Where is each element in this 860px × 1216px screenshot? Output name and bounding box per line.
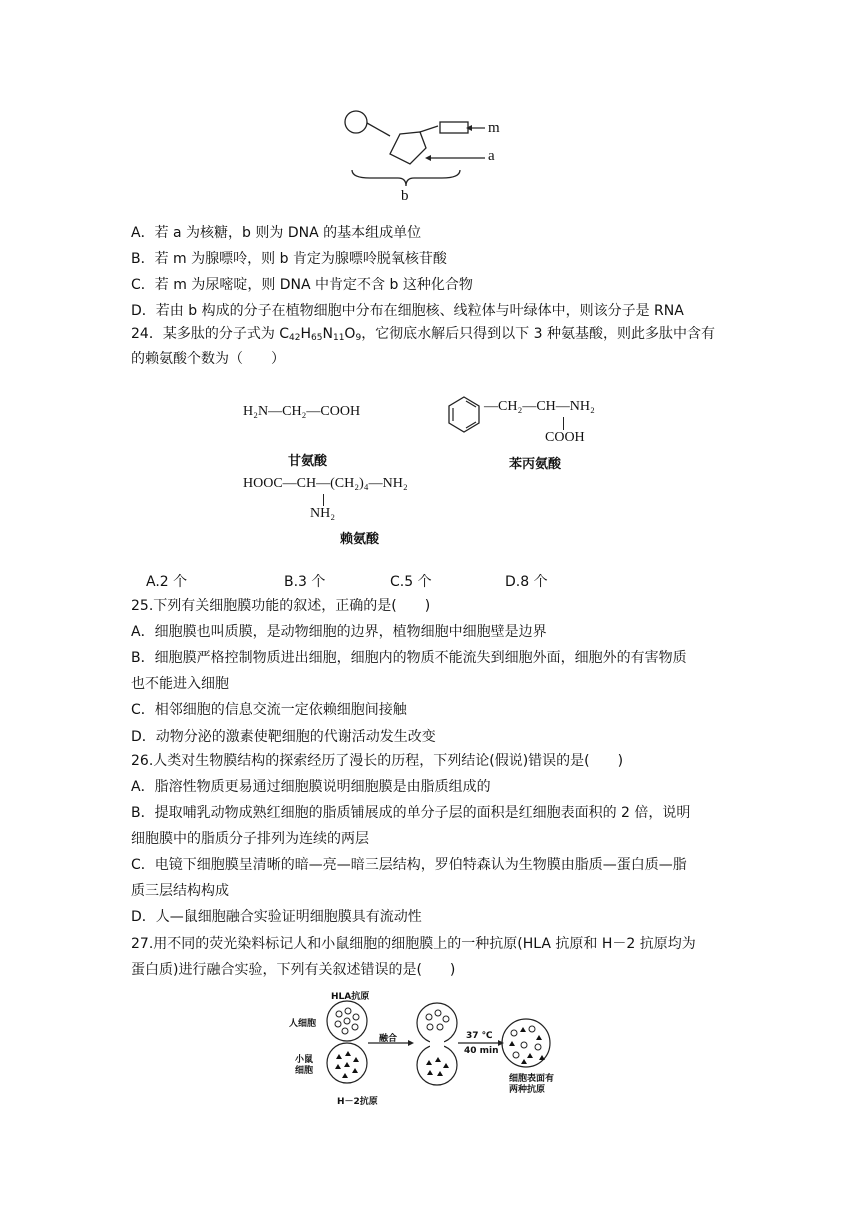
q25-option-b: B．细胞膜严格控制物质进出细胞，细胞内的物质不能流失到细胞外面，细胞外的有害物质 [131, 650, 687, 666]
hla-label: HLA抗原 [331, 992, 370, 1002]
h2-label: H－2抗原 [337, 1097, 378, 1107]
phenylalanine-formula: —CH₂—CH—NH₂ [484, 399, 595, 414]
temperature-label: 37 ℃ [466, 1031, 493, 1041]
q23-option-c: C．若 m 为尿嘧啶，则 DNA 中肯定不含 b 这种化合物 [131, 277, 473, 293]
q23-option-a: A．若 a 为核糖，b 则为 DNA 的基本组成单位 [131, 225, 422, 241]
lysine-formula: HOOC—CH—(CH₂)₄—NH₂ [243, 476, 408, 491]
q25-stem: 25.下列有关细胞膜功能的叙述，正确的是( ) [131, 598, 431, 614]
q27-stem-line2: 蛋白质)进行融合实验，下列有关叙述错误的是( ) [131, 962, 456, 978]
phosphate-circle [345, 111, 367, 133]
q26-option-c-cont: 质三层结构构成 [131, 883, 229, 899]
lys-vertical-bond [323, 494, 324, 506]
q24-option-c: C.5 个 [390, 574, 432, 590]
phe-vertical-bond [563, 417, 564, 430]
pentose-ring [390, 132, 426, 164]
mouse-cell-label-1: 小鼠 [295, 1055, 314, 1065]
q24-option-a: A.2 个 [146, 574, 188, 590]
brace [352, 170, 460, 186]
phenylalanine-cooh: COOH [545, 430, 585, 445]
q26-option-b: B．提取哺乳动物成熟红细胞的脂质铺展成的单分子层的面积是红细胞表面积的 2 倍，说明 [131, 805, 691, 821]
glycine-name: 甘氨酸 [288, 454, 328, 469]
q24-option-d: D.8 个 [505, 574, 548, 590]
base-rect [440, 122, 468, 133]
result-label-1: 细胞表面有 [509, 1074, 555, 1084]
benzene-ring-icon [444, 394, 484, 434]
q24-option-b: B.3 个 [284, 574, 326, 590]
q26-option-a: A．脂溶性物质更易通过细胞膜说明细胞膜是由脂质组成的 [131, 779, 491, 795]
q23-option-d: D．若由 b 构成的分子在植物细胞中分布在细胞核、线粒体与叶绿体中，则该分子是 RNA [131, 303, 684, 319]
q27-stem-line1: 27.用不同的荧光染料标记人和小鼠细胞的细胞膜上的一种抗原(HLA 抗原和 H－2 抗原均为 [131, 936, 696, 952]
q26-option-d: D．人—鼠细胞融合实验证明细胞膜具有流动性 [131, 909, 422, 925]
q25-option-c: C．相邻细胞的信息交流一定依赖细胞间接触 [131, 702, 407, 718]
lysine-nh2: NH₂ [310, 506, 336, 521]
q26-option-c: C．电镜下细胞膜呈清晰的暗—亮—暗三层结构，罗伯特森认为生物膜由脂质—蛋白质—脂 [131, 857, 687, 873]
q24-stem-line1: 24．某多肽的分子式为 $C_{42}H_{65}N_{11}O_9$，它彻底水解后只得到以下 3 种氨基酸，则此多肽中含有 [131, 326, 715, 343]
q23-option-b: B．若 m 为腺嘌呤，则 b 肯定为腺嘌呤脱氧核苷酸 [131, 251, 447, 267]
human-cell-label: 人细胞 [289, 1019, 317, 1029]
q24-stem-line2: 的赖氨酸个数为（ ） [131, 351, 285, 367]
q26-option-b-cont: 细胞膜中的脂质分子排列为连续的两层 [131, 831, 369, 847]
mouse-cell-label-2: 细胞 [295, 1066, 314, 1076]
result-label-2: 两种抗原 [509, 1085, 546, 1095]
q25-option-a: A．细胞膜也叫质膜，是动物细胞的边界，植物细胞中细胞壁是边界 [131, 624, 547, 640]
q25-option-d: D．动物分泌的激素使靶细胞的代谢活动发生改变 [131, 729, 436, 745]
lysine-name: 赖氨酸 [340, 532, 380, 547]
label-m: m [488, 120, 500, 136]
q26-stem: 26.人类对生物膜结构的探索经历了漫长的历程，下列结论(假说)错误的是( ) [131, 753, 624, 769]
label-a: a [488, 148, 495, 164]
time-label: 40 min [464, 1046, 499, 1056]
fusion-label: 融合 [379, 1034, 398, 1044]
label-b: b [401, 188, 409, 204]
q25-option-b-cont: 也不能进入细胞 [131, 676, 229, 692]
phenylalanine-name: 苯丙氨酸 [509, 457, 562, 472]
glycine-formula: H₂N—CH₂—COOH [243, 404, 361, 419]
